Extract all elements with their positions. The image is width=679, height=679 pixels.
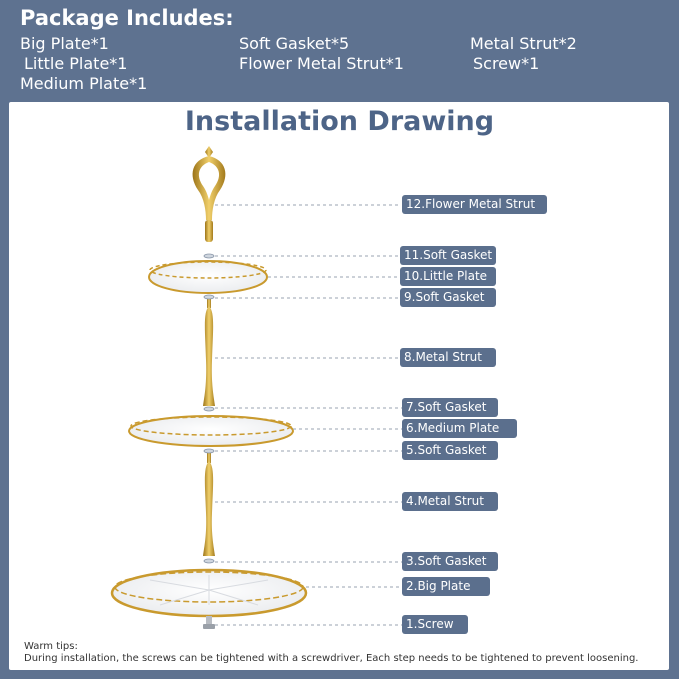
soft-gasket-7 <box>204 407 214 411</box>
soft-gasket-3 <box>204 559 214 563</box>
label-big-plate: 2.Big Plate <box>402 577 490 596</box>
label-little-plate: 10.Little Plate <box>400 267 496 286</box>
label-medium-plate: 6.Medium Plate <box>402 419 517 438</box>
label-soft-gasket-7: 7.Soft Gasket <box>402 398 498 417</box>
flower-metal-strut <box>193 146 226 242</box>
package-item-big-plate: Big Plate*1 <box>20 34 109 53</box>
little-plate <box>149 261 267 293</box>
package-item-metal-strut: Metal Strut*2 <box>470 34 577 53</box>
metal-strut-upper <box>203 296 215 406</box>
package-item-little-plate: Little Plate*1 <box>24 54 128 73</box>
metal-strut-lower <box>203 451 215 556</box>
label-metal-strut-4: 4.Metal Strut <box>402 492 498 511</box>
label-flower-metal-strut: 12.Flower Metal Strut <box>402 195 547 214</box>
label-screw: 1.Screw <box>402 615 468 634</box>
package-item-flower-metal-strut: Flower Metal Strut*1 <box>239 54 404 73</box>
label-soft-gasket-9: 9.Soft Gasket <box>400 288 496 307</box>
big-plate <box>112 570 306 616</box>
package-title: Package Includes: <box>20 6 234 30</box>
soft-gasket-9 <box>204 295 214 299</box>
label-soft-gasket-3: 3.Soft Gasket <box>402 552 498 571</box>
screw <box>203 616 215 629</box>
label-soft-gasket-5: 5.Soft Gasket <box>402 441 498 460</box>
soft-gasket-11 <box>204 254 214 258</box>
package-item-soft-gasket: Soft Gasket*5 <box>239 34 350 53</box>
medium-plate <box>129 416 293 446</box>
soft-gasket-5 <box>204 449 214 453</box>
drawing-title: Installation Drawing <box>184 106 495 137</box>
tips-text: During installation, the screws can be tightened with a screwdriver, Each step needs to be tightened to prevent loosening. <box>24 653 639 664</box>
label-metal-strut-8: 8.Metal Strut <box>400 348 496 367</box>
tips-heading: Warm tips: <box>24 641 78 652</box>
package-item-screw: Screw*1 <box>473 54 540 73</box>
package-item-medium-plate: Medium Plate*1 <box>20 74 148 93</box>
label-soft-gasket-11: 11.Soft Gasket <box>400 246 496 265</box>
